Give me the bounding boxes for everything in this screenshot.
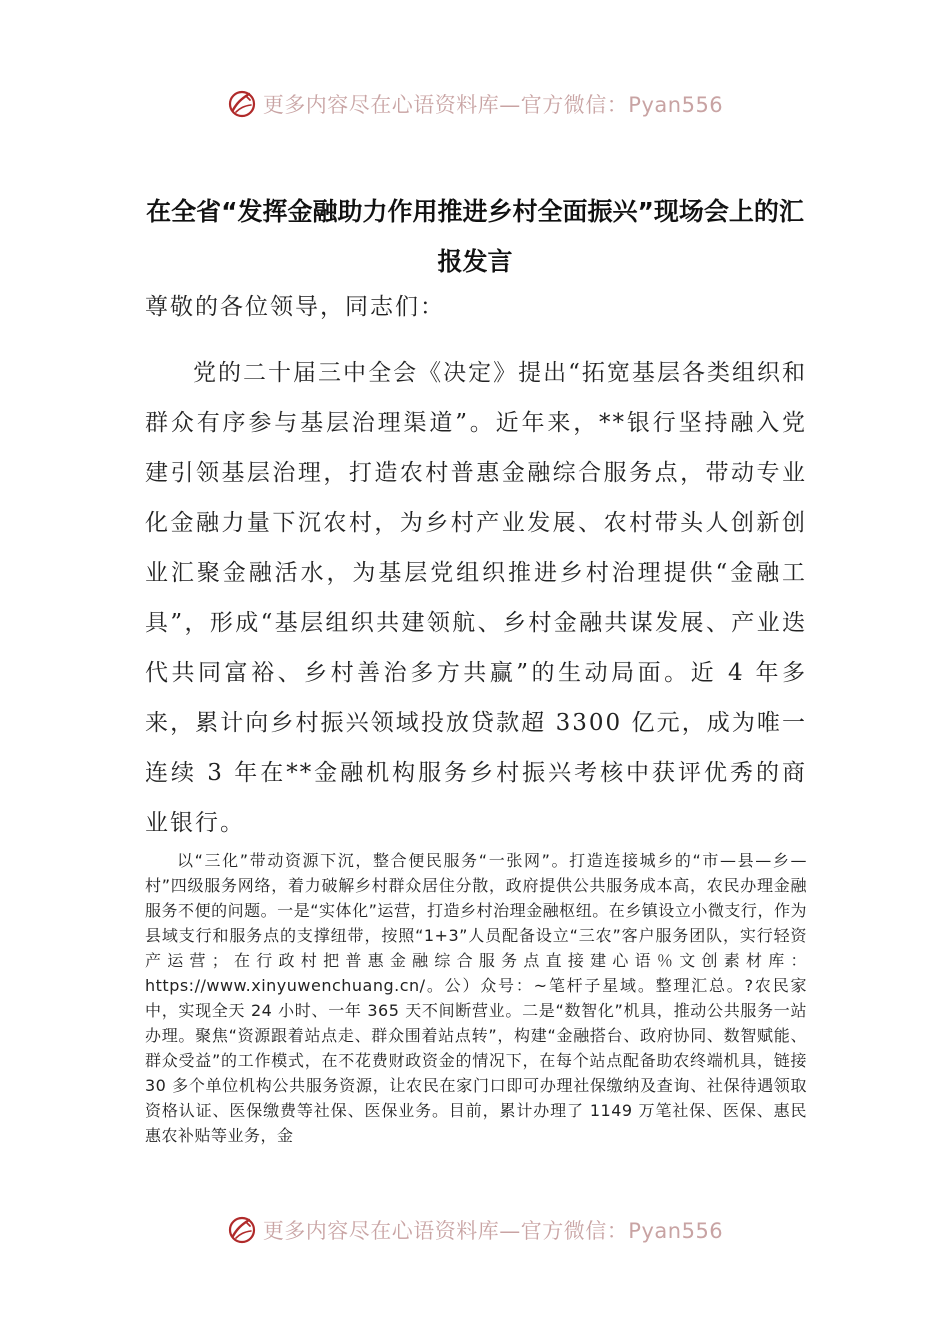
pen-signature-logo-icon xyxy=(227,1215,257,1245)
watermark-banner-bottom xyxy=(0,1208,950,1252)
body-paragraph-1: 党的二十届三中全会《决定》提出“拓宽基层各类组织和群众有序参与基层治理渠道”。近年来，**银行坚持融入党建引领基层治理，打造农村普惠金融综合服务点，带动专业化金融力量下沉农村，为乡村产业发展、农村带头人创新创业汇聚金融活水，为基层党组织推进乡村治理提供“金融工具”，形成“基层组织共建领航、乡村金融共谋发展、产业迭代共同富裕、乡村善治多方共赢”的生动局面。近 4 年多来，累计向乡村振兴领域投放贷款超 3300 亿元，成为唯一连续 3 年在**金融机构服务乡村振兴考核中获评优秀的商业银行。 xyxy=(145,360,807,836)
pen-signature-logo-icon xyxy=(227,89,257,119)
watermark-text: 更多内容尽在心语资料库—官方微信：Pyan556 xyxy=(262,93,724,117)
watermark-banner-top xyxy=(0,82,950,126)
body-paragraph-2: 以“三化”带动资源下沉，整合便民服务“一张网”。打造连接城乡的“市—县—乡—村”四级服务网络，着力破解乡村群众居住分散，政府提供公共服务成本高，农民办理金融服务不便的问题。一是“实体化”运营，打造乡村治理金融枢纽。在乡镇设立小微支行，作为县域支行和服务点的支撑纽带，按照“1+3”人员配备设立“三农”客户服务团队，实行轻资产运营；在行政村把普惠金融综合服务点直接建心语％文创素材库：https://www.xinyuwenchuang.cn/。公）众号：~笔杆子星域。整理汇总。?农民家中，实现全天 24 小时、一年 365 天不间断营业。二是“数智化”机具，推动公共服务一站办理。聚焦“资源跟着站点走、群众围着站点转”，构建“金融搭台、政府协同、数智赋能、群众受益”的工作模式，在不花费财政资金的情况下，在每个站点配备助农终端机具，链接 30 多个单位机构公共服务资源，让农民在家门口即可办理社保缴纳及查询、社保待遇领取资格认证、医保缴费等社保、医保业务。目前，累计办理了 1149 万笔社保、医保、惠民惠农补贴等业务，金 xyxy=(145,851,807,1145)
salutation: 尊敬的各位领导，同志们： xyxy=(145,294,445,320)
watermark-text: 更多内容尽在心语资料库—官方微信：Pyan556 xyxy=(262,1219,724,1243)
page-title: 在全省“发挥金融助力作用推进乡村全面振兴”现场会上的汇报发言 xyxy=(146,196,804,276)
